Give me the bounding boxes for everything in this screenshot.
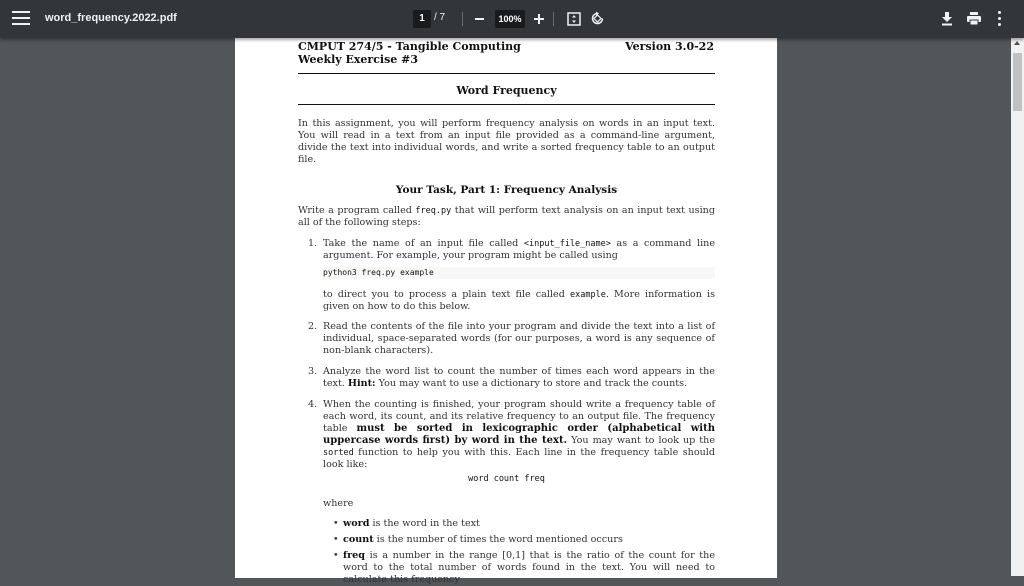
toolbar-divider <box>553 12 554 26</box>
bullet-text: is a number in the range [0,1] that is the ratio of the count for the word to the total number of words found in the text. You will need to calculate this frequency <box>343 550 715 585</box>
bullet-text: is the number of times the word mentioned occurs <box>373 534 623 545</box>
zoom-level-input[interactable]: 100% <box>495 10 525 28</box>
bullet-term: freq <box>343 550 365 561</box>
inline-code: sorted <box>323 448 354 458</box>
list-item-1-continued <box>308 289 715 313</box>
inline-code: example <box>570 290 606 300</box>
hint-label: Hint: <box>347 378 376 389</box>
file-name: word_frequency.2022.pdf <box>45 12 177 24</box>
example-command: python3 freq.py example <box>323 267 715 279</box>
zoom-out-icon[interactable] <box>474 12 486 26</box>
page-count: / 7 <box>434 12 446 23</box>
bullet-icon: • <box>333 534 339 545</box>
more-options-icon[interactable] <box>996 11 1002 27</box>
bullet-term: word <box>343 518 370 529</box>
bullet-word <box>333 518 715 530</box>
text-run: Write a program called <box>298 205 416 216</box>
item-number: 2. <box>308 321 318 332</box>
menu-icon[interactable] <box>12 11 30 27</box>
text-run: function to help you with this. Each line in the frequency table should look like: <box>323 447 715 470</box>
page-title: Word Frequency <box>456 84 557 97</box>
title-rule-bottom <box>298 104 715 105</box>
bullet-icon: • <box>333 518 339 529</box>
vertical-scrollbar[interactable] <box>1011 38 1024 576</box>
text-run: When the counting is finished, your program should write a frequency table of each word, its count, and its relative frequency to an output file. The frequency table <box>323 399 715 434</box>
pdf-page <box>235 38 777 585</box>
bold-requirement: must be sorted in lexicographic order (alphabetical with uppercase words first) by word in the text. <box>323 423 715 446</box>
table-format: word count freq <box>468 474 545 484</box>
bullet-freq <box>333 550 715 586</box>
header-course <box>298 40 521 66</box>
text-run: You may want to use a dictionary to store and track the counts. <box>375 378 688 389</box>
list-item-3 <box>308 366 715 390</box>
text-run: Analyze the word list to count the number of times each word appears in the text. <box>323 366 715 389</box>
version-label: Version 3.0-22 <box>625 40 714 53</box>
scrollbar-thumb[interactable] <box>1013 53 1022 111</box>
item-text: Read the contents of the file into your program and divide the text into a list of individual, space-separated words (for our purposes, a word is any sequence of non-blank characters). <box>323 321 715 356</box>
list-item-4 <box>308 399 715 471</box>
pdf-toolbar <box>0 0 1024 38</box>
inline-code: <input_file_name> <box>523 239 611 249</box>
text-run: . More information is given on how to do this below. <box>323 289 715 312</box>
text-run: to direct you to process a plain text file called <box>323 289 570 300</box>
where-label: where <box>323 498 354 509</box>
intro-paragraph: In this assignment, you will perform frequency analysis on words in an input text. You will read in a text from an input file provided as a command-line argument, divide the text into individual words, and write a sorted frequency table to an output file. <box>298 118 715 165</box>
scroll-up-arrow-icon[interactable] <box>1014 41 1020 45</box>
course-title: CMPUT 274/5 - Tangible Computing <box>298 40 521 53</box>
rotate-icon[interactable] <box>590 11 605 26</box>
inline-code: freq.py <box>415 206 452 216</box>
section-intro <box>298 205 715 229</box>
item-number: 1. <box>308 238 318 249</box>
exercise-title: Weekly Exercise #3 <box>298 53 418 66</box>
item-number: 3. <box>308 366 318 377</box>
zoom-in-icon[interactable] <box>533 12 545 26</box>
list-item-2 <box>308 321 715 357</box>
text-run: Take the name of an input file called <box>323 238 524 249</box>
text-run: as a command line argument. For example, your program might be called using <box>323 238 715 261</box>
fit-page-icon[interactable] <box>567 12 581 26</box>
list-item-1 <box>308 238 715 262</box>
bullet-count <box>333 534 715 546</box>
bullet-term: count <box>343 534 374 545</box>
bullet-icon: • <box>333 550 339 561</box>
bullet-text: is the word in the text <box>369 518 480 529</box>
print-icon[interactable] <box>966 11 982 26</box>
item-number: 4. <box>308 399 318 410</box>
section-title: Your Task, Part 1: Frequency Analysis <box>395 184 618 196</box>
toolbar-divider <box>462 12 463 26</box>
download-icon[interactable] <box>940 11 954 26</box>
text-run: You may want to look up the <box>567 435 715 446</box>
text-run: that will perform text analysis on an input text using all of the following steps: <box>298 205 715 228</box>
page-number-input[interactable]: 1 <box>413 10 431 28</box>
title-rule-top <box>298 73 715 74</box>
